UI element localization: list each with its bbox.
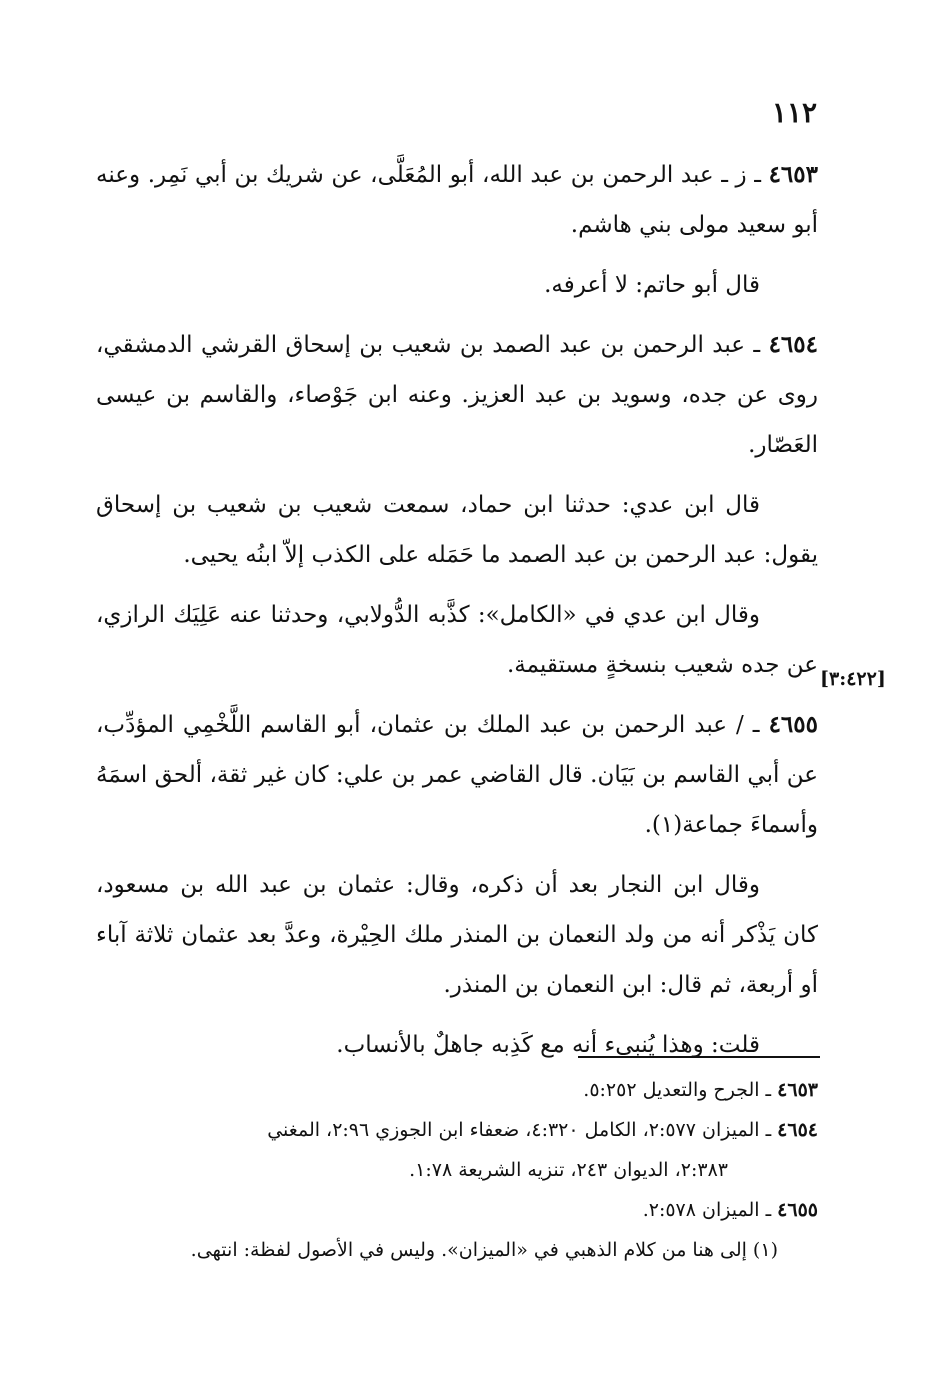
page-number: ١١٢ (771, 96, 817, 129)
footnote (96, 1190, 818, 1230)
footnote-note: (١) إلى هنا من كلام الذهبي في «الميزان». وليس في الأصول لفظة: انتهى. (190, 1239, 778, 1261)
entry-text: ـ / عبد الرحمن بن عبد الملك بن عثمان، أبو القاسم اللَّخْمِي المؤدِّب، عن أبي القاسم بن بَيَان. قال القاضي عمر بن علي: كان غير ثقة، ألحق اسمَهُ وأسماءَ جماعة(١). (96, 712, 818, 838)
paragraph: قلت: وهذا يُنبىء أنه مع كَذِبه جاهلٌ بالأنساب. (336, 1032, 760, 1058)
entry-text: ـ ز ـ عبد الرحمن بن عبد الله، أبو المُعَلَّى، عن شريك بن أبي نَمِر. وعنه أبو سعيد مولى بني هاشم. (96, 162, 818, 238)
paragraph: وقال ابن النجار بعد أن ذكره، وقال: عثمان بن عبد الله بن مسعود، كان يَذْكر أنه من ولد النعمان بن المنذر ملك الحِيْرة، وعدَّ بعد عثمان ثلاثة آباء أو أربعة، ثم قال: ابن النعمان بن المنذر. (96, 872, 818, 998)
entry-number: ٤٦٥٣ (768, 161, 818, 188)
footnote-number: ٤٦٥٤ (777, 1119, 818, 1141)
footnote (96, 1110, 818, 1150)
footnote (96, 1070, 818, 1110)
footnote-text: ـ الميزان ٢:٥٧٧، الكامل ٤:٣٢٠، ضعفاء ابن الجوزي ٢:٩٦، المغني (267, 1119, 778, 1141)
footnote-text: ـ الجرح والتعديل ٥:٢٥٢. (583, 1079, 778, 1101)
entry-4655 (96, 700, 818, 850)
entry-4654 (96, 320, 818, 470)
footnote-number: ٤٦٥٣ (777, 1079, 818, 1101)
entry-number: ٤٦٥٤ (768, 331, 818, 358)
footnote-divider (578, 1056, 820, 1058)
paragraph: قال أبو حاتم: لا أعرفه. (544, 272, 760, 298)
entry-number: ٤٦٥٥ (768, 711, 818, 738)
footnote-continuation: ٢:٣٨٣، الديوان ٢٤٣، تنزيه الشريعة ١:٧٨. (409, 1159, 728, 1181)
paragraph: وقال ابن عدي في «الكامل»: كذَّبه الدُّولابي، وحدثنا عنه عَلِيَك الرازي، عن جده شعيب بنسخةٍ مستقيمة. (96, 602, 818, 678)
side-reference: [٣:٤٢٢] (820, 668, 886, 690)
main-text (96, 150, 818, 1080)
footnotes (96, 1070, 818, 1270)
footnote-number: ٤٦٥٥ (777, 1199, 818, 1221)
paragraph: قال ابن عدي: حدثنا ابن حماد، سمعت شعيب بن شعيب بن إسحاق يقول: عبد الرحمن بن عبد الصمد ما حَمَله على الكذب إلاّ ابنُه يحيى. (96, 492, 818, 568)
footnote-text: ـ الميزان ٢:٥٧٨. (642, 1199, 778, 1221)
entry-4653 (96, 150, 818, 250)
entry-text: ـ عبد الرحمن بن عبد الصمد بن شعيب بن إسحاق القرشي الدمشقي، روى عن جده، وسويد بن عبد العزيز. وعنه ابن جَوْصاء، والقاسم بن عيسى العَصّار. (96, 332, 818, 458)
